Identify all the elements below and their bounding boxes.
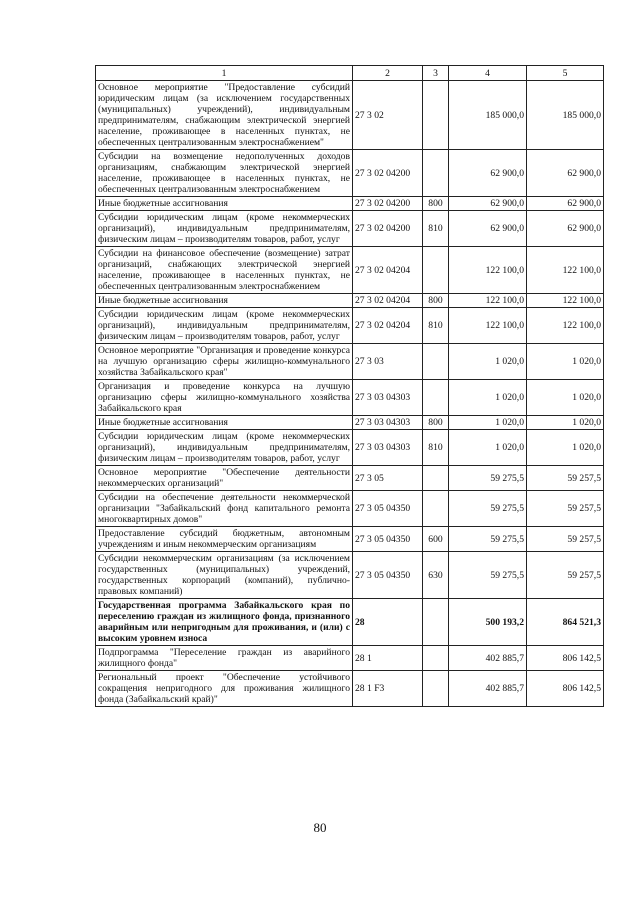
header-cell-2: 2 [353, 66, 423, 81]
table-row [96, 211, 604, 247]
row-code-cell: 27 3 02 04200 [353, 211, 423, 247]
row-kind-cell: 810 [423, 211, 449, 247]
row-sum2-cell: 1 020,0 [527, 344, 604, 380]
row-sum2-cell: 122 100,0 [527, 247, 604, 294]
row-kind-cell: 800 [423, 197, 449, 211]
row-sum1-cell: 1 020,0 [449, 430, 527, 466]
row-sum1-cell: 62 900,0 [449, 211, 527, 247]
row-code-cell: 27 3 02 04204 [353, 294, 423, 308]
row-sum2-cell: 806 142,5 [527, 646, 604, 671]
row-code-cell: 27 3 03 [353, 344, 423, 380]
row-sum2-cell: 1 020,0 [527, 380, 604, 416]
table-row [96, 294, 604, 308]
row-kind-cell [423, 646, 449, 671]
table-row [96, 599, 604, 646]
row-sum1-cell: 1 020,0 [449, 416, 527, 430]
row-kind-cell [423, 81, 449, 150]
row-name-cell: Государственная программа Забайкальского края по переселению граждан из жилищного фонда, признанного аварийным или непригодным для проживания, и (или) с высоким уровнем износа [96, 599, 353, 646]
table-row [96, 247, 604, 294]
row-code-cell: 27 3 03 04303 [353, 416, 423, 430]
header-cell-1: 1 [96, 66, 353, 81]
row-sum2-cell: 62 900,0 [527, 197, 604, 211]
header-cell-3: 3 [423, 66, 449, 81]
row-kind-cell [423, 491, 449, 527]
row-sum1-cell: 402 885,7 [449, 671, 527, 707]
row-code-cell: 28 1 [353, 646, 423, 671]
row-name-cell: Подпрограмма "Переселение граждан из аварийного жилищного фонда" [96, 646, 353, 671]
table-row [96, 671, 604, 707]
header-cell-5: 5 [527, 66, 604, 81]
row-kind-cell: 800 [423, 294, 449, 308]
table-row [96, 552, 604, 599]
header-row [96, 66, 604, 81]
table-row [96, 416, 604, 430]
row-name-cell: Субсидии юридическим лицам (кроме некоммерческих организаций), индивидуальным предпринимателям, физическим лицам – производителям товаров, работ, услуг [96, 308, 353, 344]
table-row [96, 466, 604, 491]
row-sum1-cell: 1 020,0 [449, 344, 527, 380]
row-kind-cell [423, 344, 449, 380]
row-kind-cell: 810 [423, 430, 449, 466]
table-row [96, 150, 604, 197]
row-code-cell: 27 3 02 04204 [353, 308, 423, 344]
row-sum1-cell: 122 100,0 [449, 294, 527, 308]
row-code-cell: 27 3 05 [353, 466, 423, 491]
row-sum2-cell: 62 900,0 [527, 211, 604, 247]
table-row [96, 308, 604, 344]
row-sum1-cell: 122 100,0 [449, 308, 527, 344]
row-sum1-cell: 500 193,2 [449, 599, 527, 646]
row-code-cell: 27 3 05 04350 [353, 491, 423, 527]
row-sum2-cell: 122 100,0 [527, 294, 604, 308]
row-name-cell: Предоставление субсидий бюджетным, автономным учреждениям и иным некоммерческим организациям [96, 527, 353, 552]
row-code-cell: 27 3 05 04350 [353, 527, 423, 552]
row-kind-cell: 600 [423, 527, 449, 552]
table-row [96, 380, 604, 416]
row-kind-cell [423, 599, 449, 646]
row-code-cell: 27 3 02 04200 [353, 197, 423, 211]
table-row [96, 646, 604, 671]
table-row [96, 527, 604, 552]
table-row [96, 430, 604, 466]
row-sum1-cell: 59 275,5 [449, 552, 527, 599]
row-sum1-cell: 185 000,0 [449, 81, 527, 150]
row-name-cell: Региональный проект "Обеспечение устойчивого сокращения непригодного для проживания жилищного фонда (Забайкальский край)" [96, 671, 353, 707]
budget-table [95, 65, 604, 707]
row-sum1-cell: 59 275,5 [449, 527, 527, 552]
row-name-cell: Основное мероприятие "Обеспечение деятельности некоммерческих организаций" [96, 466, 353, 491]
row-sum1-cell: 62 900,0 [449, 150, 527, 197]
row-name-cell: Субсидии юридическим лицам (кроме некоммерческих организаций), индивидуальным предпринимателям, физическим лицам – производителям товаров, работ, услуг [96, 211, 353, 247]
row-sum2-cell: 122 100,0 [527, 308, 604, 344]
row-name-cell: Основное мероприятие "Организация и проведение конкурса на лучшую организацию сферы жилищно-коммунального хозяйства Забайкальского края" [96, 344, 353, 380]
row-sum1-cell: 402 885,7 [449, 646, 527, 671]
row-code-cell: 27 3 03 04303 [353, 380, 423, 416]
budget-table-body [96, 66, 604, 707]
row-sum2-cell: 59 257,5 [527, 527, 604, 552]
row-name-cell: Субсидии на финансовое обеспечение (возмещение) затрат организаций, снабжающих электрической энергией население, проживающее в населенных пунктах, не обеспеченных централизованным электроснабжением [96, 247, 353, 294]
row-name-cell: Иные бюджетные ассигнования [96, 294, 353, 308]
row-code-cell: 27 3 02 [353, 81, 423, 150]
table-row [96, 197, 604, 211]
row-sum2-cell: 806 142,5 [527, 671, 604, 707]
table-row [96, 491, 604, 527]
header-cell-4: 4 [449, 66, 527, 81]
row-sum2-cell: 864 521,3 [527, 599, 604, 646]
row-sum1-cell: 62 900,0 [449, 197, 527, 211]
row-kind-cell: 810 [423, 308, 449, 344]
row-code-cell: 28 1 F3 [353, 671, 423, 707]
row-name-cell: Субсидии на обеспечение деятельности некоммерческой организации "Забайкальский фонд капитального ремонта многоквартирных домов" [96, 491, 353, 527]
row-sum1-cell: 1 020,0 [449, 380, 527, 416]
row-sum2-cell: 59 257,5 [527, 466, 604, 491]
row-name-cell: Субсидии юридическим лицам (кроме некоммерческих организаций), индивидуальным предпринимателям, физическим лицам – производителям товаров, работ, услуг [96, 430, 353, 466]
row-name-cell: Субсидии на возмещение недополученных доходов организациям, снабжающим электрической энергией население, проживающее в населенных пунктах, не обеспеченных централизованным электроснабжением [96, 150, 353, 197]
row-code-cell: 27 3 05 04350 [353, 552, 423, 599]
row-sum1-cell: 59 275,5 [449, 466, 527, 491]
row-sum2-cell: 1 020,0 [527, 430, 604, 466]
row-kind-cell [423, 150, 449, 197]
row-sum2-cell: 1 020,0 [527, 416, 604, 430]
row-kind-cell [423, 380, 449, 416]
row-sum2-cell: 62 900,0 [527, 150, 604, 197]
row-kind-cell: 630 [423, 552, 449, 599]
row-kind-cell [423, 247, 449, 294]
page-number: 80 [313, 820, 327, 835]
row-sum2-cell: 59 257,5 [527, 491, 604, 527]
row-name-cell: Иные бюджетные ассигнования [96, 197, 353, 211]
row-code-cell: 27 3 02 04200 [353, 150, 423, 197]
row-name-cell: Иные бюджетные ассигнования [96, 416, 353, 430]
table-row [96, 344, 604, 380]
row-name-cell: Субсидии некоммерческим организациям (за исключением государственных (муниципальных) учреждений, государственных корпораций (компаний), публично-правовых компаний) [96, 552, 353, 599]
table-row [96, 81, 604, 150]
row-code-cell: 28 [353, 599, 423, 646]
row-name-cell: Организация и проведение конкурса на лучшую организацию сферы жилищно-коммунального хозяйства Забайкальского края [96, 380, 353, 416]
row-kind-cell [423, 671, 449, 707]
row-sum2-cell: 59 257,5 [527, 552, 604, 599]
row-sum1-cell: 59 275,5 [449, 491, 527, 527]
row-code-cell: 27 3 03 04303 [353, 430, 423, 466]
row-code-cell: 27 3 02 04204 [353, 247, 423, 294]
row-sum1-cell: 122 100,0 [449, 247, 527, 294]
row-kind-cell: 800 [423, 416, 449, 430]
row-name-cell: Основное мероприятие "Предоставление субсидий юридическим лицам (за исключением государственных (муниципальных) учреждений), индивидуальным предпринимателям, снабжающим электрической энергией население, проживающее в населенных пунктах, не обеспеченных централизованным электроснабжением" [96, 81, 353, 150]
row-sum2-cell: 185 000,0 [527, 81, 604, 150]
row-kind-cell [423, 466, 449, 491]
